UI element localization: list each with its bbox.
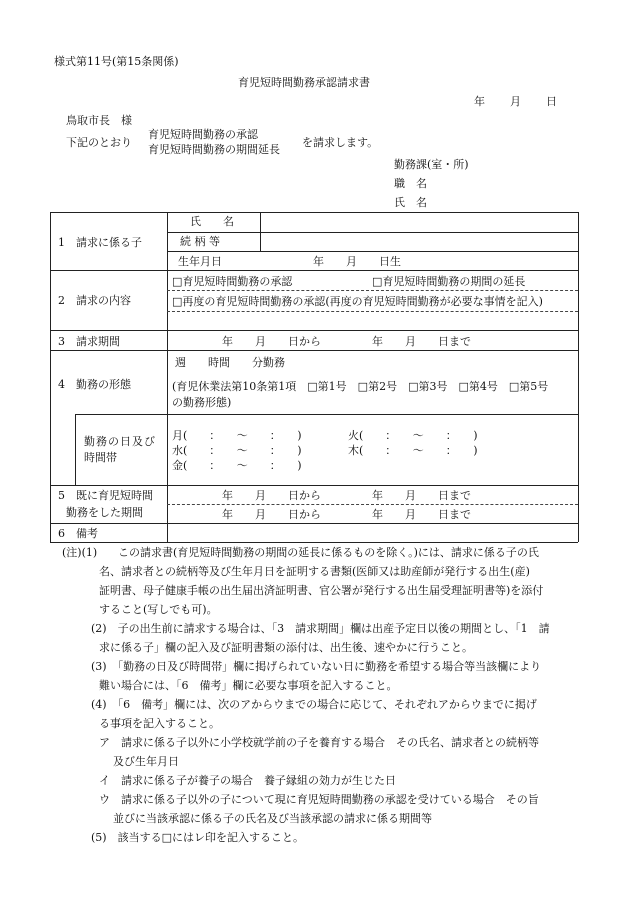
checkbox-approval[interactable]: □育児短時間勤務の承認 xyxy=(172,275,293,288)
applicant-name-label: 氏 名 xyxy=(394,196,427,209)
prior-period-2-to[interactable]: 年 月 日まで xyxy=(372,508,471,521)
checkbox-extension[interactable]: □育児短時間勤務の期間の延長 xyxy=(372,275,526,288)
remarks-field[interactable] xyxy=(170,526,575,540)
date-year-label: 年 xyxy=(474,95,485,108)
note-1-line-3: 証明書、母子健康手帳の出生届出済証明書、官公署が発行する出生届受理証明書等)を添付 xyxy=(99,584,544,597)
note-3-line-2: 難い場合には、「6 備考」欄に必要な事項を記入すること。 xyxy=(99,679,398,692)
child-birthdate-field[interactable]: 年 月 日生 xyxy=(313,255,401,268)
work-days-label: 勤務の日及び xyxy=(84,435,156,448)
prior-period-1-from[interactable]: 年 月 日から xyxy=(222,489,321,502)
friday-hours-field[interactable]: 金( ： 〜 ： ) xyxy=(172,459,302,472)
period-to-field[interactable]: 年 月 日まで xyxy=(372,335,471,348)
child-relationship-field[interactable] xyxy=(263,235,575,250)
row-content-label: 2 請求の内容 xyxy=(58,294,131,307)
row-prior-period-label: 5 既に育児短時間 xyxy=(58,489,153,502)
note-1-line-2: 名、請求者との続柄等及び生年月日を証明する書類(医師又は助産師が発行する出生(産) xyxy=(99,565,530,578)
note-4-line-1: (4) 「6 備考」欄には、次のアからウまでの場合に応じて、それぞれアからウまでに掲げ xyxy=(91,698,537,711)
child-name-field[interactable] xyxy=(263,215,575,230)
note-4c-line-2: 並びに当該承認に係る子の氏名及び当該承認の請求に係る期間等 xyxy=(113,812,432,825)
addressee: 鳥取市長 様 xyxy=(66,114,132,127)
note-4c-line-1: ウ 請求に係る子以外の子について現に育児短時間勤務の承認を受けている場合 その旨 xyxy=(99,793,539,806)
note-3-line-1: (3) 「勤務の日及び時間帯」欄に掲げられていない日に勤務を希望する場合等当該欄により xyxy=(91,660,542,673)
law-article-suffix: の勤務形態) xyxy=(172,396,232,409)
note-4a-line-2: 及び生年月日 xyxy=(113,755,179,768)
reapproval-reason-field[interactable] xyxy=(170,315,575,328)
work-times-label: 時間帯 xyxy=(84,451,117,464)
row-work-form-label: 4 勤務の形態 xyxy=(58,378,131,391)
option-approval: 育児短時間勤務の承認 xyxy=(148,128,258,141)
note-2-line-2: 求に係る子」欄の記入及び証明書類の添付は、出生後、速やかに行うこと。 xyxy=(99,641,473,654)
row-remarks-label: 6 備考 xyxy=(58,527,98,540)
form-title: 育児短時間勤務承認請求書 xyxy=(238,76,370,89)
form-number: 様式第11号(第15条関係) xyxy=(54,55,179,68)
note-1-line-1: この請求書(育児短時間勤務の期間の延長に係るものを除く。)には、請求に係る子の氏 xyxy=(118,546,539,559)
note-1-head: (注)(1) xyxy=(62,546,98,559)
child-name-label: 氏 名 xyxy=(190,215,234,228)
tuesday-hours-field[interactable]: 火( ： 〜 ： ) xyxy=(348,429,478,442)
checkbox-reapproval[interactable]: □再度の育児短時間勤務の承認(再度の育児短時間勤務が必要な事情を記入) xyxy=(172,295,543,308)
row-period-label: 3 請求期間 xyxy=(58,335,120,348)
note-5: (5) 該当する□にはレ印を記入すること。 xyxy=(91,831,304,844)
note-1-line-4: すること(写しでも可)。 xyxy=(99,603,218,616)
child-birthdate-label: 生年月日 xyxy=(178,255,222,268)
row-child-label: 1 請求に係る子 xyxy=(58,236,142,249)
child-relationship-label: 続 柄 等 xyxy=(180,235,220,248)
prior-period-2-from[interactable]: 年 月 日から xyxy=(222,508,321,521)
row-prior-period-label-2: 勤務をした期間 xyxy=(66,506,143,519)
period-from-field[interactable]: 年 月 日から xyxy=(222,335,321,348)
prior-period-1-to[interactable]: 年 月 日まで xyxy=(372,489,471,502)
law-article-options[interactable]: (育児休業法第10条第1項 □第1号 □第2号 □第3号 □第4号 □第5号 xyxy=(172,380,549,393)
thursday-hours-field[interactable]: 木( ： 〜 ： ) xyxy=(348,444,478,457)
note-4a-line-1: ア 請求に係る子以外に小学校就学前の子を養育する場合 その氏名、請求者との続柄等 xyxy=(99,736,539,749)
department-label: 勤務課(室・所) xyxy=(394,158,469,171)
option-extension: 育児短時間勤務の期間延長 xyxy=(148,143,280,156)
date-month-label: 月 xyxy=(510,95,521,108)
note-2-line-1: (2) 子の出生前に請求する場合は、「3 請求期間」欄は出産予定日以後の期間とし、「1 請 xyxy=(91,622,550,635)
monday-hours-field[interactable]: 月( ： 〜 ： ) xyxy=(172,429,302,442)
lead-text: 下記のとおり xyxy=(66,136,132,149)
date-day-label: 日 xyxy=(546,95,557,108)
wednesday-hours-field[interactable]: 水( ： 〜 ： ) xyxy=(172,444,302,457)
note-4b: イ 請求に係る子が養子の場合 養子縁組の効力が生じた日 xyxy=(99,774,396,787)
note-4-line-2: る事項を記入すること。 xyxy=(99,717,220,730)
position-label: 職 名 xyxy=(394,177,427,190)
request-text: を請求します。 xyxy=(302,136,379,149)
weekly-hours-field[interactable]: 週 時間 分勤務 xyxy=(175,356,285,369)
